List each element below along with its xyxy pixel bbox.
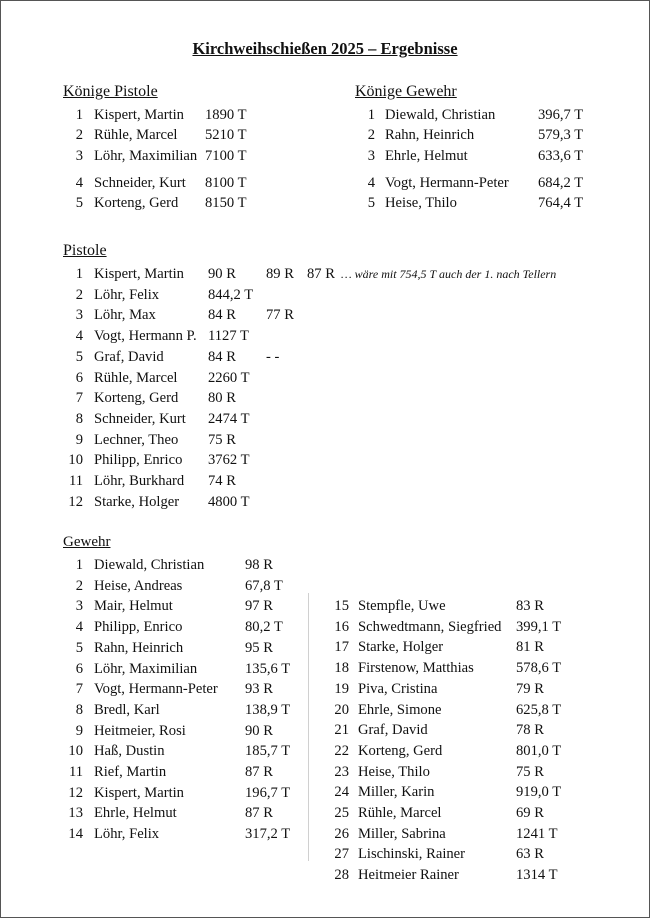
result-cell: 8150 T bbox=[205, 195, 247, 211]
result-cell: 684,2 T bbox=[538, 175, 584, 191]
table-row bbox=[1, 555, 649, 575]
result-cell: 87 R bbox=[245, 805, 273, 822]
table-row bbox=[1, 803, 649, 823]
name-cell: Ehrle, Helmut bbox=[385, 148, 468, 164]
name-cell: Rahn, Heinrich bbox=[94, 639, 184, 656]
name-cell: Lischinski, Rainer bbox=[358, 846, 466, 863]
result-cell: 135,6 T bbox=[245, 660, 291, 677]
result-cell: 3762 T bbox=[208, 452, 250, 469]
table-row bbox=[1, 368, 649, 388]
rank-cell: 14 bbox=[68, 826, 83, 843]
table-row bbox=[1, 637, 649, 657]
rank-cell: 22 bbox=[334, 742, 349, 759]
table-row bbox=[1, 617, 649, 637]
result-cell: 396,7 T bbox=[538, 107, 584, 123]
name-cell: Bredl, Karl bbox=[94, 701, 160, 718]
name-cell: Graf, David bbox=[358, 722, 428, 739]
result-cell: 95 R bbox=[245, 639, 273, 656]
result-cell: 74 R bbox=[208, 473, 236, 489]
result-cell: 90 R bbox=[245, 722, 273, 739]
remark-text: … wäre mit 754,5 T auch der 1. nach Tellern bbox=[341, 267, 557, 281]
table-row bbox=[1, 285, 649, 305]
koenige-pistole-heading: Könige Pistole bbox=[63, 83, 158, 100]
name-cell: Starke, Holger bbox=[358, 639, 444, 656]
name-cell: Löhr, Felix bbox=[94, 286, 160, 303]
rank-cell: 15 bbox=[334, 598, 349, 614]
rank-cell: 8 bbox=[75, 701, 83, 718]
table-row bbox=[1, 326, 649, 346]
rank-cell: 20 bbox=[334, 701, 349, 718]
rank-cell: 18 bbox=[334, 660, 349, 677]
rank-cell: 5 bbox=[75, 348, 83, 365]
table-row bbox=[1, 105, 649, 125]
rank-cell: 1 bbox=[367, 107, 375, 123]
result-cell: 764,4 T bbox=[538, 195, 584, 211]
table-row bbox=[1, 305, 649, 325]
pistole-heading: Pistole bbox=[63, 242, 107, 259]
name-cell: Heitmeier Rainer bbox=[358, 867, 459, 884]
name-cell: Miller, Sabrina bbox=[358, 825, 446, 842]
name-cell: Schwedtmann, Siegfried bbox=[358, 618, 502, 635]
table-row bbox=[1, 125, 649, 145]
koenige-gewehr-heading: Könige Gewehr bbox=[355, 83, 457, 100]
result-cell: 90 R bbox=[208, 266, 236, 282]
rank-cell: 26 bbox=[334, 825, 349, 842]
result-cell: 579,3 T bbox=[538, 127, 584, 143]
table-row bbox=[1, 844, 649, 864]
table-row bbox=[1, 146, 649, 166]
result-cell: 87 R bbox=[245, 764, 273, 780]
table-row bbox=[1, 347, 649, 367]
rank-cell: 16 bbox=[334, 618, 349, 635]
name-cell: Diewald, Christian bbox=[94, 557, 205, 573]
name-cell: Vogt, Hermann-Peter bbox=[385, 175, 509, 191]
rank-cell: 4 bbox=[75, 619, 83, 636]
table-row bbox=[1, 658, 649, 678]
rank-cell: 2 bbox=[75, 127, 83, 143]
table-row bbox=[1, 596, 649, 616]
name-cell: Ehrle, Simone bbox=[358, 701, 442, 718]
result-cell: 75 R bbox=[208, 431, 236, 448]
rank-cell: 24 bbox=[334, 784, 349, 801]
name-cell: Kispert, Martin bbox=[94, 107, 184, 123]
result-cell: 8100 T bbox=[205, 175, 247, 191]
name-cell: Lechner, Theo bbox=[94, 431, 179, 448]
rank-cell: 2 bbox=[75, 577, 83, 594]
rank-cell: 10 bbox=[68, 452, 83, 469]
name-cell: Löhr, Maximilian bbox=[94, 660, 198, 677]
rank-cell: 13 bbox=[68, 805, 83, 822]
name-cell: Kispert, Martin bbox=[94, 266, 184, 282]
result-cell: 317,2 T bbox=[245, 826, 291, 843]
extra-result-cell: - - bbox=[266, 348, 280, 365]
table-row bbox=[1, 679, 649, 699]
name-cell: Vogt, Hermann-Peter bbox=[94, 681, 218, 698]
name-cell: Korteng, Gerd bbox=[94, 195, 179, 211]
result-cell: 5210 T bbox=[205, 127, 247, 143]
name-cell: Graf, David bbox=[94, 348, 164, 365]
rank-cell: 28 bbox=[334, 867, 349, 884]
name-cell: Heitmeier, Rosi bbox=[94, 722, 186, 739]
table-row bbox=[1, 471, 649, 491]
result-cell: 633,6 T bbox=[538, 148, 584, 164]
name-cell: Ehrle, Helmut bbox=[94, 805, 177, 822]
result-cell: 185,7 T bbox=[245, 743, 291, 760]
name-cell: Löhr, Burkhard bbox=[94, 473, 185, 489]
result-cell: 83 R bbox=[516, 598, 544, 614]
rank-cell: 8 bbox=[75, 410, 83, 427]
name-cell: Löhr, Maximilian bbox=[94, 148, 198, 164]
name-cell: Löhr, Felix bbox=[94, 826, 160, 843]
name-cell: Philipp, Enrico bbox=[94, 619, 183, 636]
rank-cell: 21 bbox=[334, 722, 349, 739]
name-cell: Kispert, Martin bbox=[94, 784, 184, 801]
rank-cell: 3 bbox=[367, 148, 375, 164]
name-cell: Piva, Cristina bbox=[358, 680, 438, 697]
rank-cell: 19 bbox=[334, 680, 349, 697]
name-cell: Miller, Karin bbox=[358, 784, 435, 801]
result-cell: 2474 T bbox=[208, 410, 250, 427]
table-row bbox=[1, 824, 649, 844]
table-row bbox=[1, 576, 649, 596]
table-row bbox=[1, 430, 649, 450]
table-row bbox=[1, 264, 649, 284]
name-cell: Stempfle, Uwe bbox=[358, 598, 446, 614]
table-row bbox=[1, 865, 649, 885]
result-cell: 84 R bbox=[208, 307, 236, 324]
name-cell: Rühle, Marcel bbox=[358, 805, 442, 821]
name-cell: Heise, Thilo bbox=[385, 195, 457, 211]
rank-cell: 4 bbox=[367, 175, 375, 191]
rank-cell: 6 bbox=[75, 660, 83, 677]
result-cell: 2260 T bbox=[208, 369, 250, 386]
table-row bbox=[1, 492, 649, 512]
result-cell: 138,9 T bbox=[245, 701, 291, 718]
name-cell: Heise, Andreas bbox=[94, 577, 183, 594]
name-cell: Rief, Martin bbox=[94, 764, 167, 780]
page-title: Kirchweihschießen 2025 – Ergebnisse bbox=[192, 39, 458, 58]
gewehr-heading: Gewehr bbox=[63, 534, 111, 550]
rank-cell: 4 bbox=[75, 328, 83, 345]
rank-cell: 3 bbox=[75, 598, 83, 615]
rank-cell: 1 bbox=[75, 266, 83, 282]
rank-cell: 12 bbox=[68, 493, 83, 510]
rank-cell: 5 bbox=[75, 639, 83, 656]
result-cell: 67,8 T bbox=[245, 577, 283, 594]
result-cell: 801,0 T bbox=[516, 742, 562, 759]
name-cell: Firstenow, Matthias bbox=[358, 660, 474, 677]
rank-cell: 25 bbox=[334, 805, 349, 821]
rank-cell: 17 bbox=[334, 639, 349, 656]
table-row bbox=[1, 409, 649, 429]
rank-cell: 2 bbox=[367, 127, 375, 143]
rank-cell: 3 bbox=[75, 148, 83, 164]
table-row bbox=[1, 450, 649, 470]
result-cell: 81 R bbox=[516, 639, 544, 656]
name-cell: Rühle, Marcel bbox=[94, 369, 178, 386]
name-cell: Mair, Helmut bbox=[94, 598, 173, 615]
rank-cell: 7 bbox=[75, 681, 83, 698]
table-row bbox=[1, 700, 649, 720]
result-cell: 93 R bbox=[245, 681, 273, 698]
result-cell: 399,1 T bbox=[516, 618, 562, 635]
result-cell: 1890 T bbox=[205, 107, 247, 123]
rank-cell: 11 bbox=[68, 473, 83, 489]
extra-result-cell: 87 R bbox=[307, 266, 335, 282]
rank-cell: 6 bbox=[75, 369, 83, 386]
rank-cell: 12 bbox=[68, 784, 83, 801]
rank-cell: 27 bbox=[334, 846, 349, 863]
table-row bbox=[1, 388, 649, 408]
result-cell: 80,2 T bbox=[245, 619, 283, 636]
rank-cell: 2 bbox=[75, 286, 83, 303]
result-cell: 1241 T bbox=[516, 825, 558, 842]
name-cell: Philipp, Enrico bbox=[94, 452, 183, 469]
name-cell: Löhr, Max bbox=[94, 307, 156, 324]
rank-cell: 9 bbox=[75, 722, 83, 739]
result-cell: 4800 T bbox=[208, 493, 250, 510]
result-cell: 625,8 T bbox=[516, 701, 562, 718]
name-cell: Schneider, Kurt bbox=[94, 410, 186, 427]
rank-cell: 7 bbox=[75, 390, 83, 407]
result-cell: 97 R bbox=[245, 598, 273, 615]
table-row bbox=[1, 741, 649, 761]
rank-cell: 1 bbox=[75, 107, 83, 123]
rank-cell: 9 bbox=[75, 431, 83, 448]
result-cell: 196,7 T bbox=[245, 784, 291, 801]
rank-cell: 11 bbox=[68, 764, 83, 780]
result-cell: 80 R bbox=[208, 390, 236, 407]
result-cell: 84 R bbox=[208, 348, 236, 365]
extra-result-cell: 89 R bbox=[266, 266, 294, 282]
name-cell: Schneider, Kurt bbox=[94, 175, 186, 191]
table-row bbox=[1, 782, 649, 802]
result-cell: 1314 T bbox=[516, 867, 558, 884]
name-cell: Rühle, Marcel bbox=[94, 127, 178, 143]
rank-cell: 4 bbox=[75, 175, 83, 191]
table-row bbox=[1, 762, 649, 782]
result-cell: 578,6 T bbox=[516, 660, 562, 677]
name-cell: Korteng, Gerd bbox=[94, 390, 179, 407]
result-cell: 844,2 T bbox=[208, 286, 254, 303]
result-cell: 919,0 T bbox=[516, 784, 562, 801]
result-cell: 75 R bbox=[516, 763, 544, 780]
result-cell: 7100 T bbox=[205, 148, 247, 164]
rank-cell: 1 bbox=[75, 557, 83, 573]
table-row bbox=[1, 720, 649, 740]
result-cell: 63 R bbox=[516, 846, 544, 863]
result-cell: 79 R bbox=[516, 680, 544, 697]
rank-cell: 23 bbox=[334, 763, 349, 780]
table-row bbox=[1, 173, 649, 193]
result-cell: 69 R bbox=[516, 805, 544, 821]
rank-cell: 3 bbox=[75, 307, 83, 324]
name-cell: Rahn, Heinrich bbox=[385, 127, 475, 143]
rank-cell: 5 bbox=[75, 195, 83, 211]
name-cell: Korteng, Gerd bbox=[358, 742, 443, 759]
result-cell: 98 R bbox=[245, 557, 273, 573]
rank-cell: 10 bbox=[68, 743, 83, 760]
result-cell: 1127 T bbox=[208, 328, 249, 345]
table-row bbox=[1, 193, 649, 213]
name-cell: Starke, Holger bbox=[94, 493, 180, 510]
name-cell: Heise, Thilo bbox=[358, 763, 430, 780]
name-cell: Haß, Dustin bbox=[94, 743, 165, 760]
rank-cell: 5 bbox=[367, 195, 375, 211]
extra-result-cell: 77 R bbox=[266, 307, 294, 324]
name-cell: Diewald, Christian bbox=[385, 107, 496, 123]
result-cell: 78 R bbox=[516, 722, 544, 739]
name-cell: Vogt, Hermann P. bbox=[94, 328, 197, 345]
